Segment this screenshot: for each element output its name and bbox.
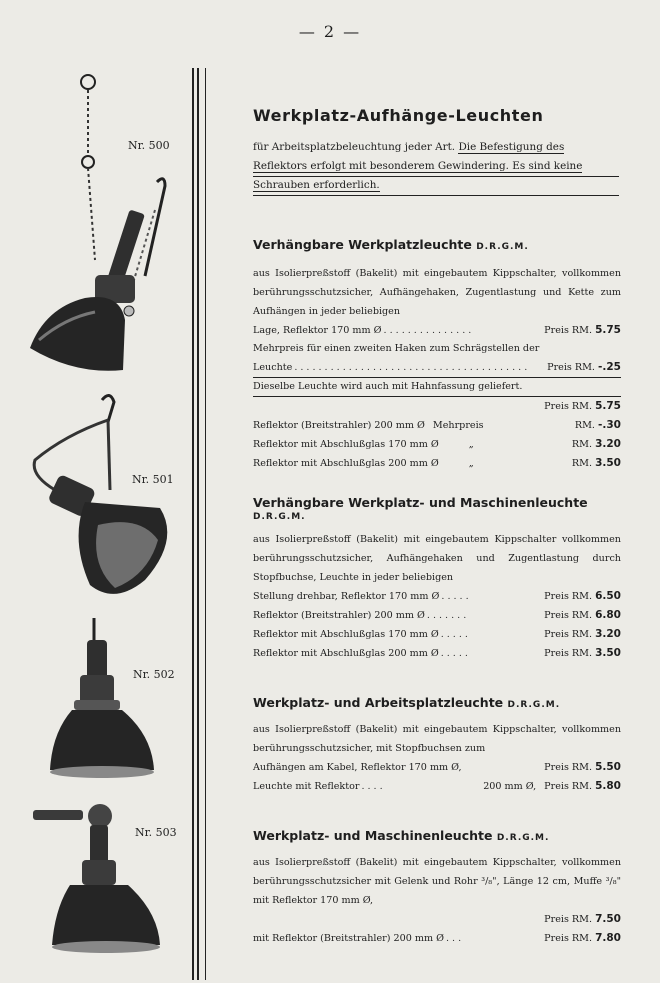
price-row: Leuchte ....................................... Preis RM. -.25 — [253, 358, 621, 378]
price-row: Mehrpreis für einen zweiten Haken zum Schrägstellen der — [253, 343, 540, 354]
page-number: — 2 — — [298, 22, 362, 41]
section-title-text: Werkplatz- und Arbeitsplatzleuchte — [253, 695, 504, 710]
product-section — [253, 827, 621, 948]
page-title: Werkplatz-Aufhänge-Leuchten — [253, 106, 544, 125]
lamp-503-illustration — [30, 800, 170, 960]
section-title-text: Werkplatz- und Maschinenleuchte — [253, 828, 493, 843]
price-row: Reflektor mit Abschlußglas 200 mm Ø „ RM. 3.50 — [253, 457, 621, 469]
price-row: Reflektor (Breitstrahler) 200 mm Ø Mehrpreis RM. -.30 — [253, 419, 621, 431]
vertical-rule — [197, 68, 199, 980]
lamp-502-label: Nr. 502 — [133, 668, 175, 681]
section-title: Verhängbare Werkplatz- und Maschinenleuchte — [253, 495, 588, 510]
drgm-mark: D.R.G.M. — [476, 242, 529, 252]
section-description: aus Isolierpreßstoff (Bakelit) mit eingebautem Kippschalter vollkommen berührungsschutzsicher, Aufhängehaken und Zugentlastung durch Stopfbuchse, Leuchte in jeder beliebigen — [253, 534, 621, 583]
intro-text — [253, 138, 621, 195]
product-section — [253, 494, 621, 663]
price-row: Reflektor mit Abschlußglas 200 mm Ø ..... Preis RM. 3.50 — [253, 647, 621, 659]
lamp-503-label: Nr. 503 — [135, 826, 177, 839]
price-row: Lage, Reflektor 170 mm Ø ............... Preis RM. 5.75 — [253, 324, 621, 336]
drgm-mark: D.R.G.M. — [507, 700, 561, 710]
product-section — [253, 694, 621, 796]
lamp-502-illustration — [42, 615, 162, 785]
lamp-500-label: Nr. 500 — [128, 139, 170, 152]
product-section — [253, 236, 621, 473]
section-description: aus Isolierpreßstoff (Bakelit) mit eingebautem Kippschalter, vollkommen berührungsschutzsicher mit Gelenk und Rohr ³/₈", Länge 12 cm, Muffe ³/₈" mit Reflektor 170 mm Ø, — [253, 857, 621, 906]
intro-underline — [253, 195, 619, 196]
drgm-mark: D.R.G.M. — [253, 512, 306, 522]
price-row: Preis RM. 7.50 — [544, 913, 621, 925]
price-row: Dieselbe Leuchte wird auch mit Hahnfassung geliefert. — [253, 378, 621, 397]
section-title — [253, 694, 621, 714]
vertical-rule — [205, 68, 206, 980]
section-description: aus Isolierpreßstoff (Bakelit) mit eingebautem Kippschalter, vollkommen berührungsschutzsicher, Aufhängehaken, Zugentlastung und Kette zum Aufhängen in jeder beliebigen — [253, 268, 621, 317]
intro-underline — [253, 176, 619, 177]
section-title — [253, 827, 621, 847]
section-title — [253, 236, 621, 256]
price-row: Preis RM. 5.75 — [544, 400, 621, 412]
price-row: Stellung drehbar, Reflektor 170 mm Ø ..... Preis RM. 6.50 — [253, 590, 621, 602]
intro-part1: für Arbeitsplatzbeleuchtung jeder Art. — [253, 141, 456, 153]
price-row: Aufhängen am Kabel, Reflektor 170 mm Ø, Preis RM. 5.50 — [253, 761, 621, 773]
price-row: Reflektor mit Abschlußglas 170 mm Ø ..... Preis RM. 3.20 — [253, 628, 621, 640]
drgm-mark: D.R.G.M. — [496, 833, 550, 843]
price-row: Leuchte mit Reflektor .... 200 mm Ø, Preis RM. 5.80 — [253, 780, 621, 792]
price-row: Reflektor mit Abschlußglas 170 mm Ø „ RM. 3.20 — [253, 438, 621, 450]
vertical-rule — [192, 68, 194, 980]
lamp-501-illustration — [30, 390, 180, 605]
section-title-text: Verhängbare Werkplatzleuchte — [253, 237, 472, 252]
lamp-500-illustration — [25, 70, 175, 385]
lamp-501-label: Nr. 501 — [132, 473, 174, 486]
price-row: Reflektor (Breitstrahler) 200 mm Ø ....... Preis RM. 6.80 — [253, 609, 621, 621]
section-description: aus Isolierpreßstoff (Bakelit) mit eingebautem Kippschalter, vollkommen berührungsschutzsicher, mit Stopfbuchsen zum — [253, 724, 621, 754]
price-row: mit Reflektor (Breitstrahler) 200 mm Ø ... Preis RM. 7.80 — [253, 932, 621, 944]
intro-part2: Die Befestigung des Reflektors erfolgt mit besonderem Gewindering. Es sind keine Schrauben erforderlich. — [253, 141, 583, 191]
